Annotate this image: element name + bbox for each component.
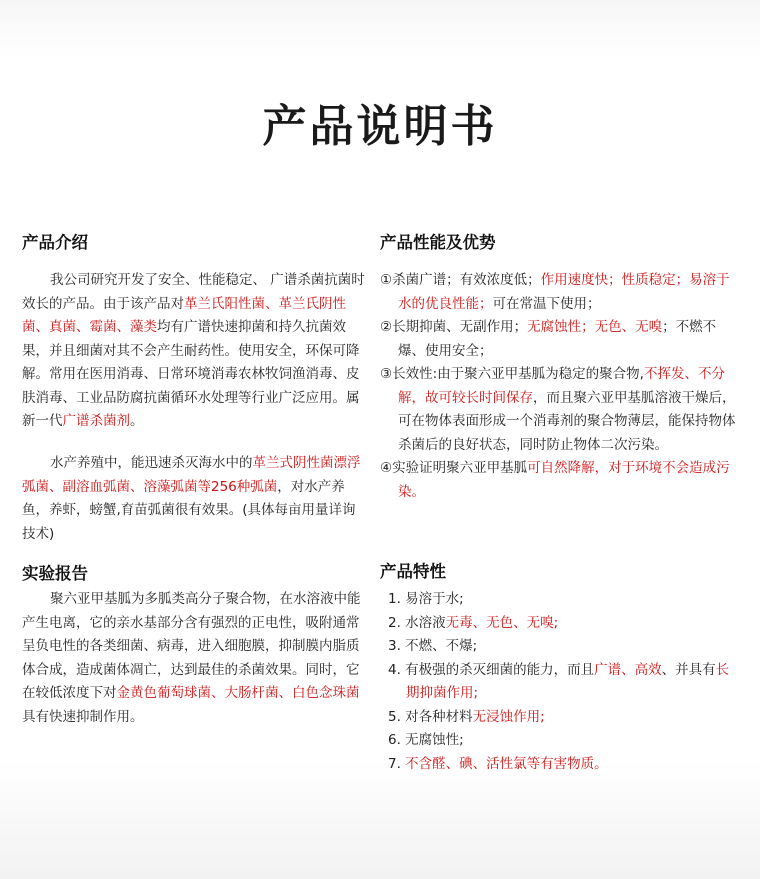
body-text: 3. 不燃、不爆; — [388, 638, 478, 654]
intro-paragraph-2 — [22, 452, 366, 546]
report-paragraph — [22, 588, 366, 729]
body-text: ①杀菌广谱；有效浓度低； — [380, 272, 541, 288]
section-heading-report: 实验报告 — [22, 564, 88, 583]
body-text: 2. 水溶液 — [388, 614, 446, 631]
body-text: 。 — [130, 413, 144, 429]
highlight-text: 革兰氏阳性菌、革兰氏阴性菌、真菌、霉菌、藻类 — [22, 295, 346, 335]
body-text: 、并具有 — [661, 661, 716, 678]
feature-item — [388, 588, 740, 612]
feature-item — [388, 729, 740, 753]
body-text: ④实验证明聚六亚甲基胍 — [380, 460, 528, 476]
highlight-text: 长期抑菌作用; — [406, 661, 730, 701]
performance-item — [380, 269, 740, 316]
highlight-text: 不挥发、不分解，故可较长时间保存 — [398, 366, 725, 406]
body-text: ；不燃不爆、使用安全； — [398, 319, 717, 359]
body-text: 4. 有极强的杀灭细菌的能力，而且 — [388, 661, 595, 678]
highlight-text: 不含醛、碘、活性氯等有害物质。 — [405, 755, 608, 772]
highlight-text: 革兰式阴性菌漂浮弧菌、副溶血弧菌、溶藻弧菌等256种弧菌 — [22, 455, 361, 495]
page-title: 产品说明书 — [262, 101, 498, 152]
feature-item — [388, 706, 740, 730]
body-text: 我公司研究开发了安全、性能稳定、 广谱杀菌抗菌时效长的产品。由于该产品对 — [22, 272, 365, 312]
body-text: 具有快速抑制作用。 — [22, 708, 144, 725]
feature-item — [388, 659, 740, 706]
body-text: 水产养殖中，能迅速杀灭海水中的 — [50, 455, 253, 471]
highlight-text: 无腐蚀性；无色、无嗅 — [527, 319, 663, 335]
feature-item — [388, 635, 740, 659]
performance-item — [380, 316, 740, 363]
intro-paragraph-1 — [22, 269, 366, 434]
body-text: 可在常温下使用； — [492, 295, 601, 312]
performance-item — [380, 363, 740, 457]
highlight-text: 广谱杀菌剂 — [62, 413, 130, 429]
highlight-text: 可自然降解，对于环境不会造成污染。 — [398, 460, 730, 500]
highlight-text: 金黄色葡萄球菌、大肠杆菌、白色念珠菌 — [116, 685, 360, 701]
body-text: 6. 无腐蚀性; — [388, 732, 464, 748]
body-text: 1. 易溶于水; — [388, 591, 464, 607]
highlight-text: 作用速度快；性质稳定；易溶于水的优良性能； — [398, 272, 730, 312]
body-text: ，对水产养鱼，养虾，螃蟹,育苗弧菌很有效果。(具体每亩用量详询技术) — [22, 478, 356, 542]
performance-item — [380, 457, 740, 504]
body-text: 均有广谱快速抑菌和持久抗菌效果，并且细菌对其不会产生耐药性。使用安全，环保可降解。常用在医用消毒、日常环境消毒农林牧饲渔消毒、皮肤消毒、工业品防腐抗菌循环水处理等行业广泛应用。属新一代 — [22, 319, 360, 429]
highlight-text: 无毒、无色、无嗅; — [445, 614, 559, 631]
body-text: ③长效性:由于聚六亚甲基胍为稳定的聚合物, — [380, 366, 644, 382]
features-list — [388, 588, 740, 776]
feature-item — [388, 753, 740, 777]
performance-list — [380, 269, 740, 504]
feature-item — [388, 612, 740, 636]
section-heading-performance: 产品性能及优势 — [380, 233, 496, 252]
highlight-text: 广谱、高效 — [594, 661, 662, 678]
body-text: ，而且聚六亚甲基胍溶液干燥后，可在物体表面形成一个消毒剂的聚合物薄层，能保持物体杀菌后的良好状态，同时防止物体二次污染。 — [398, 389, 736, 453]
body-text: ②长期抑菌、无副作用； — [380, 319, 528, 335]
section-heading-features: 产品特性 — [380, 562, 446, 581]
body-text: 7. — [388, 755, 406, 772]
body-text: 聚六亚甲基胍为多胍类高分子聚合物，在水溶液中能产生电离，它的亲水基部分含有强烈的正电性，吸附通常呈负电性的各类细菌、病毒，进入细胞膜，抑制膜内脂质体合成，造成菌体凋亡，达到最佳的杀菌效果。同时，它在较低浓度下对 — [22, 591, 361, 701]
section-heading-intro: 产品介绍 — [22, 233, 88, 252]
highlight-text: 无浸蚀作用; — [472, 708, 545, 725]
body-text: 5. 对各种材料 — [388, 708, 473, 725]
